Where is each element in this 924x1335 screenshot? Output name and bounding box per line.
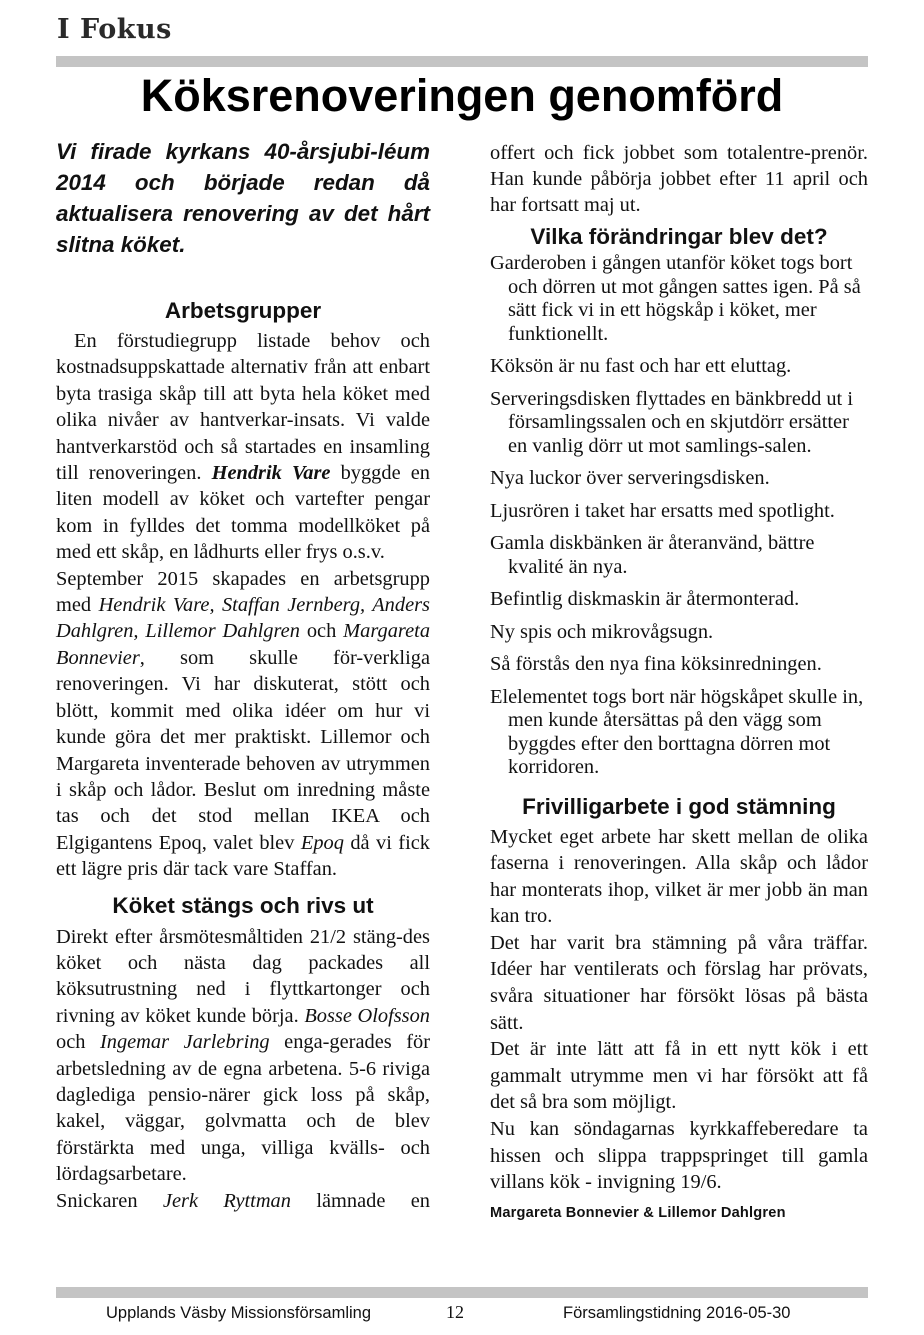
koket-paragraph-2 [56,1188,430,1214]
heading-changes: Vilka förändringar blev det? [530,224,828,249]
text-run: September 2015 skapades en arbetsgrupp med [56,567,430,617]
list-item: Serveringsdisken flyttades en bänkbredd ut i församlingssalen och en skjutdörr ersätter en vanlig dörr ut mot samlings-salen. [490,387,853,457]
frivillig-paragraph: Det har varit bra stämning på våra träffar. Idéer har ventilerats och förslag har prövats, svåra situationer har försökt lösas på bästa sätt. [490,931,868,1034]
text-run: och [56,1031,100,1054]
text-run: och [299,620,344,643]
text-run: byggde en liten modell av köket och vartefter pengar kom in fylldes det tomma modellköket på med ett skåp, en lådhurts eller frys o.s.v. [56,462,430,564]
heading-arbetsgrupper: Arbetsgrupper [164,298,322,323]
koket-paragraph-1 [56,924,430,1188]
product-name: Epoq [300,831,344,854]
list-item: Köksön är nu fast och har ett eluttag. [490,355,792,377]
arbetsgrupper-paragraph-2 [56,566,430,883]
page-number: 12 [446,1302,464,1322]
text-run: enga-gerades för arbetsledning av de egna arbetena. 5-6 riviga daglediga pensio-närer gick loss på skåp, kakel, väggar, golvmatta och de blev förstärkta med unga, villiga kvälls- och lördagsarbetare. [56,1031,430,1186]
text-run: Snickaren [56,1189,163,1212]
top-rule [56,56,868,67]
list-item: Garderoben i gången utanför köket togs bort och dörren ut mot gången sattes igen. På så sätt fick vi in ett högskåp i köket, mer funktionellt. [490,252,861,345]
person-name: Hendrik Vare [211,462,331,485]
text-run: då vi fick ett lägre pris där tack vare Staffan. [56,831,430,881]
left-column [56,132,430,1214]
footer-organization: Upplands Väsby Missionsförsamling [106,1304,372,1322]
heading-koket: Köket stängs och rivs ut [112,892,374,918]
person-name: Margareta Bonnevier [56,620,431,669]
text-run: Direkt efter årsmötesmåltiden 21/2 stäng-des köket och nästa dag packades all köksutrustning ned i flyttkartonger och rivning av köket kunde börja. [56,925,430,1027]
bottom-rule [56,1287,868,1298]
person-names: Hendrik Vare, Staffan Jernberg, Anders Dahlgren, Lillemor Dahlgren [56,594,430,643]
right-column [490,140,868,1221]
lead-paragraph: Vi firade kyrkans 40-årsjubi-léum 2014 och började redan då aktualisera renovering av det hårt slitna köket. [56,139,430,257]
intro-paragraph: offert och fick jobbet som totalentre-prenör. Han kunde påbörja jobbet efter 11 april och har fortsatt maj ut. [490,142,868,216]
section-label: I Fokus [57,14,172,45]
list-item: Befintlig diskmaskin är återmonterad. [490,588,800,610]
byline: Margareta Bonnevier & Lillemor Dahlgren [490,1204,786,1221]
list-item: Gamla diskbänken är återanvänd, bättre kvalité än nya. [490,532,815,578]
arbetsgrupper-paragraph-1 [56,328,430,566]
person-name: Bosse Olofsson [304,1004,431,1027]
list-item: Elelementet togs bort när högskåpet skulle in, men kunde återsättas på den vägg som byggdes efter den borttagna dörren mot korridoren. [490,685,864,778]
frivillig-paragraph: Det är inte lätt att få in ett nytt kök i ett gammalt utrymme men vi har försökt att få det så bra som möjligt. [490,1038,868,1114]
heading-frivilligarbete: Frivilligarbete i god stämning [522,793,836,819]
text-run: lämnade en [290,1189,430,1212]
text-run: , som skulle för-verkliga renoveringen. Vi har diskuterat, stött och blött, kommit med olika idéer om hur vi kunde göra det mer praktiskt. Lillemor och Margareta inventerade behoven av utrymmen i skåp och lådor. Beslut om inredning måste tas och det stod mellan IKEA och Elgigantens Epoq, valet blev [56,646,430,854]
page-title: Köksrenoveringen genomförd [140,70,784,121]
person-name: Ingemar Jarlebring [99,1031,270,1054]
list-item: Så förstås den nya fina köksinredningen. [490,653,822,675]
list-item: Ljusrören i taket har ersatts med spotlight. [490,499,835,522]
changes-list [490,252,868,780]
frivillig-paragraph: Nu kan söndagarnas kyrkkaffeberedare ta hissen och slippa trappspringet till gamla villans kök - invigning 19/6. [490,1118,868,1194]
footer-publication: Församlingstidning 2016-05-30 [563,1304,791,1322]
list-item: Ny spis och mikrovågsugn. [490,620,714,643]
person-name: Jerk Ryttman [162,1189,291,1212]
list-item: Nya luckor över serveringsdisken. [490,467,770,489]
frivillig-paragraph: Mycket eget arbete har skett mellan de olika faserna i renoveringen. Alla skåp och lådor har monterats ihop, vilket är mer jobb än man kan tro. [490,825,868,928]
text-run: En förstudiegrupp listade behov och kostnadsuppskattade alternativ från att enbart byta trasiga skåp till att byta hela köket med olika nivåer av hantverkar-insats. Vi valde hantverkarstöd och så startades en insamling till renoveringen. [56,330,430,485]
